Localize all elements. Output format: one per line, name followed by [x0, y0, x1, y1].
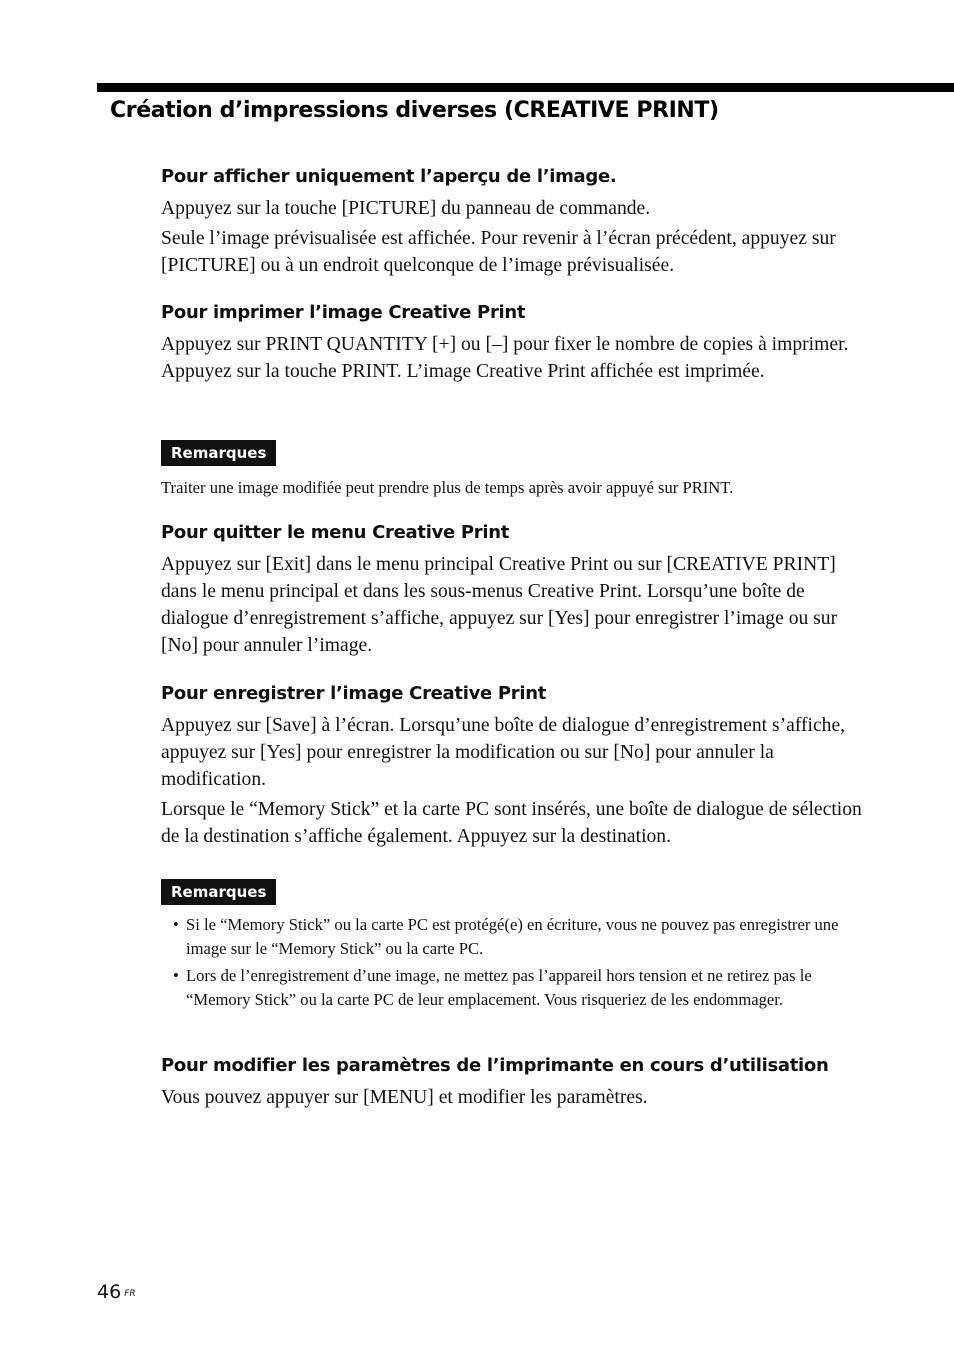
paragraph: Appuyez sur [Exit] dans le menu principal Creative Print ou sur [CREATIVE PRINT] dans le menu principal et dans les sous-menus Creative Print. Lorsqu’une boîte de dialogue d’enregistrement s’affiche, appuyez sur [Yes] pour enregistrer l’image ou sur [No] pour annuler l’image. — [161, 554, 838, 656]
paragraph: Vous pouvez appuyer sur [MENU] et modifier les paramètres. — [161, 1087, 648, 1108]
paragraph: Seule l’image prévisualisée est affichée. Pour revenir à l’écran précédent, appuyez sur [PICTURE] ou à un endroit quelconque de l’image prévisualisée. — [161, 228, 836, 276]
paragraph: Appuyez sur PRINT QUANTITY [+] ou [–] pour fixer le nombre de copies à imprimer. Appuyez sur la touche PRINT. L’image Creative Print affichée est imprimée. — [161, 334, 849, 382]
note-text: Traiter une image modifiée peut prendre plus de temps après avoir appuyé sur PRINT. — [161, 478, 734, 497]
section-preview — [161, 164, 873, 279]
section-save — [161, 681, 873, 850]
page-number — [97, 1280, 136, 1304]
note-bullet-item — [161, 913, 873, 961]
title-rule — [97, 83, 954, 92]
section-heading-save: Pour enregistrer l’image Creative Print — [161, 683, 547, 704]
page-title: Création d’impressions diverses (CREATIVE PRINT) — [110, 98, 719, 123]
notes-list — [161, 913, 873, 1012]
bullet-icon: • — [173, 915, 179, 934]
note-block-1 — [161, 440, 873, 500]
section-print — [161, 300, 873, 385]
paragraph: Appuyez sur la touche [PICTURE] du panneau de commande. — [161, 198, 651, 219]
section-heading-print: Pour imprimer l’image Creative Print — [161, 302, 526, 323]
section-heading-modify: Pour modifier les paramètres de l’imprimante en cours d’utilisation — [161, 1055, 829, 1076]
paragraph: Appuyez sur [Save] à l’écran. Lorsqu’une boîte de dialogue d’enregistrement s’affiche, appuyez sur [Yes] pour enregistrer la modification ou sur [No] pour annuler la modification. — [161, 715, 846, 790]
bullet-icon: • — [173, 966, 179, 985]
paragraph: Lorsque le “Memory Stick” et la carte PC sont insérés, une boîte de dialogue de sélection de la destination s’affiche également. Appuyez sur la destination. — [161, 799, 862, 847]
page-language-tag: FR — [124, 1289, 136, 1299]
section-modify — [161, 1053, 873, 1111]
notes-badge: Remarques — [161, 879, 276, 905]
section-heading-preview: Pour afficher uniquement l’aperçu de l’image. — [161, 166, 617, 187]
section-quit — [161, 520, 873, 659]
note-block-2 — [161, 879, 873, 1015]
notes-badge: Remarques — [161, 440, 276, 466]
page-number-value: 46 — [97, 1281, 122, 1303]
note-text: Si le “Memory Stick” ou la carte PC est protégé(e) en écriture, vous ne pouvez pas enregistrer une image sur le “Memory Stick” ou la carte PC. — [186, 915, 839, 958]
note-bullet-item — [161, 964, 873, 1012]
section-heading-quit: Pour quitter le menu Creative Print — [161, 522, 510, 543]
note-text: Lors de l’enregistrement d’une image, ne mettez pas l’appareil hors tension et ne retirez pas le “Memory Stick” ou la carte PC de leur emplacement. Vous risqueriez de les endommager. — [186, 966, 812, 1009]
